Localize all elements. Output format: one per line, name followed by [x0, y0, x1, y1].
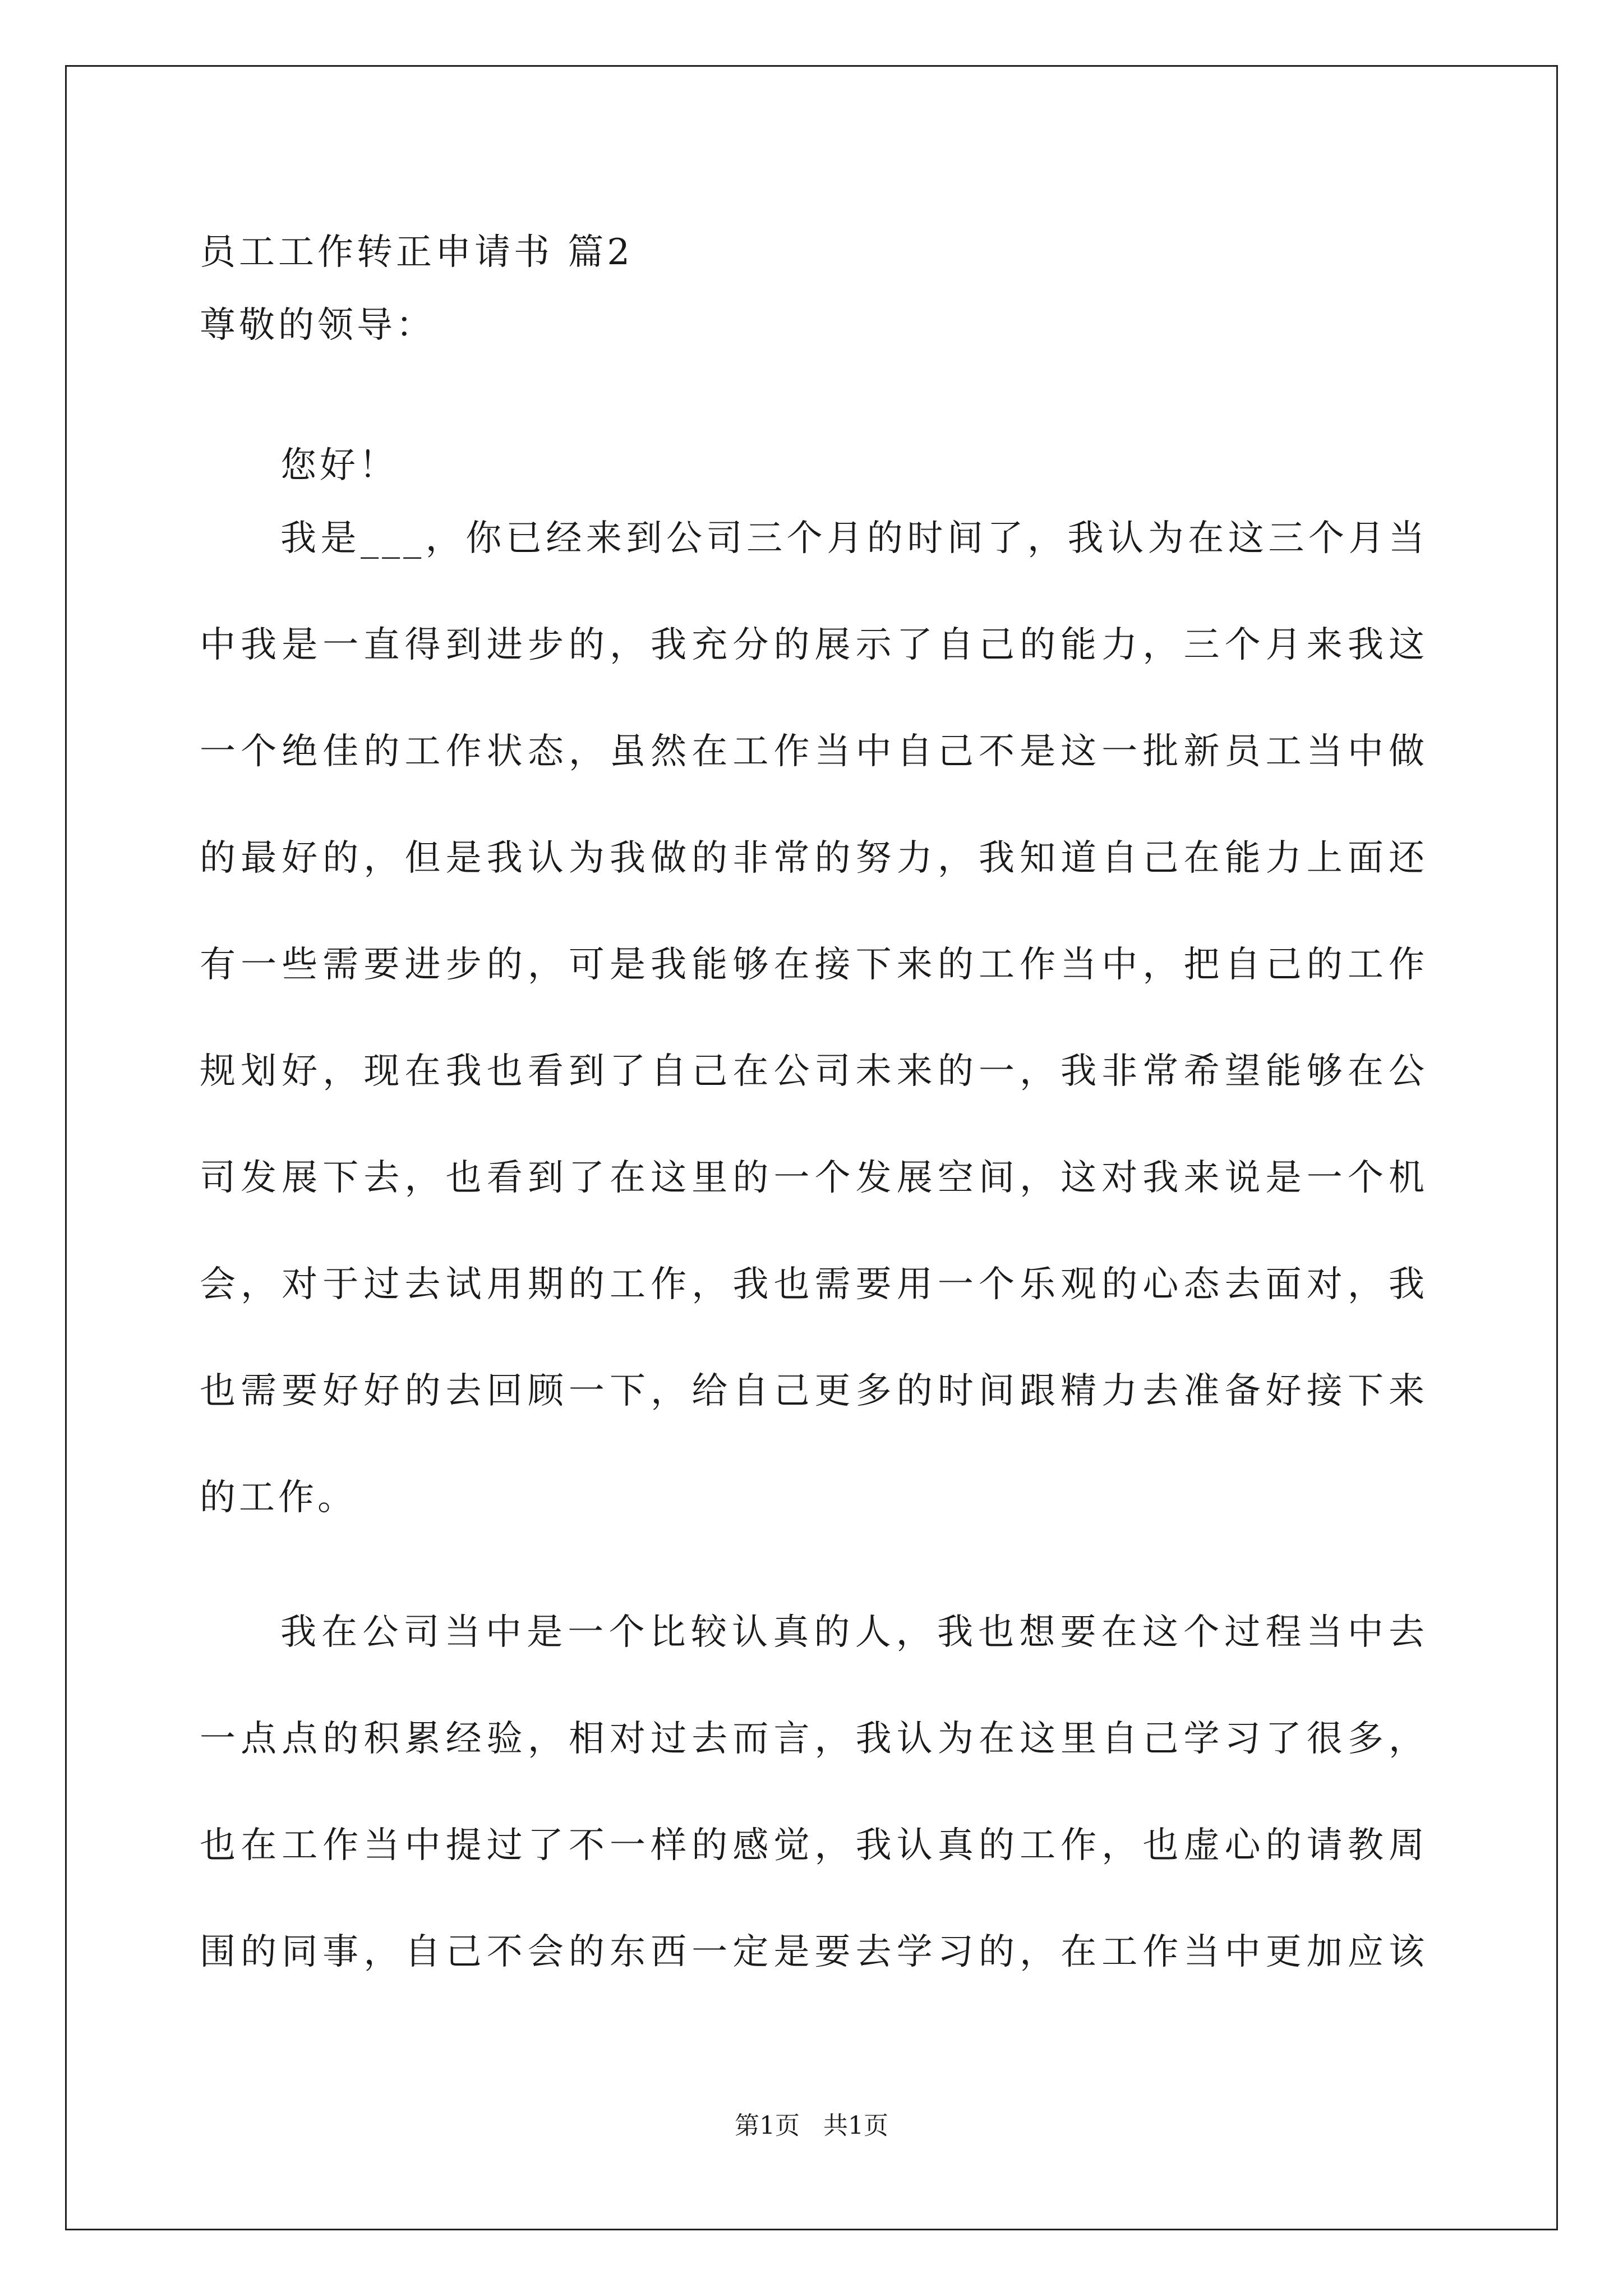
paragraph-line: 围的同事，自己不会的东西一定是要去学习的，在工作当中更加应该: [200, 1931, 1428, 1973]
paragraph-1: [200, 510, 1428, 1576]
paragraph-line: 司发展下去，也看到了在这里的一个发展空间，这对我来说是一个机: [200, 1157, 1428, 1199]
paragraph-line: 的最好的，但是我认为我做的非常的努力，我知道自己在能力上面还: [200, 838, 1428, 879]
document-title: 员工工作转正申请书 篇2: [200, 232, 634, 273]
paragraph-line: 中我是一直得到进步的，我充分的展示了自己的能力，三个月来我这: [200, 624, 1428, 666]
paragraph-line: 一点点的积累经验，相对过去而言，我认为在这里自己学习了很多，: [200, 1718, 1428, 1760]
paragraph-line: 一个绝佳的工作状态，虽然在工作当中自己不是这一批新员工当中做: [200, 731, 1428, 772]
paragraph-line: 的工作。: [200, 1477, 357, 1519]
page-number: 第1页: [735, 2111, 800, 2140]
paragraph-line: 我在公司当中是一个比较认真的人，我也想要在这个过程当中去: [280, 1612, 1428, 1653]
paragraph-line: 有一些需要进步的，可是我能够在接下来的工作当中，把自己的工作: [200, 944, 1428, 986]
paragraph-line: 也在工作当中提过了不一样的感觉，我认真的工作，也虚心的请教周: [200, 1825, 1428, 1866]
paragraph-line: 也需要好好的去回顾一下，给自己更多的时间跟精力去准备好接下来: [200, 1370, 1428, 1412]
greeting: 尊敬的领导：: [200, 305, 435, 346]
paragraph-2: [200, 1604, 1428, 2031]
salutation: 您好！: [280, 445, 398, 486]
paragraph-line: 规划好，现在我也看到了自己在公司未来的一，我非常希望能够在公: [200, 1051, 1428, 1092]
page-total: 共1页: [823, 2111, 888, 2140]
page-footer: [0, 2109, 1623, 2143]
paragraph-line: 我是___，你已经来到公司三个月的时间了，我认为在这三个月当: [280, 518, 1428, 559]
paragraph-line: 会，对于过去试用期的工作，我也需要用一个乐观的心态去面对，我: [200, 1264, 1428, 1305]
